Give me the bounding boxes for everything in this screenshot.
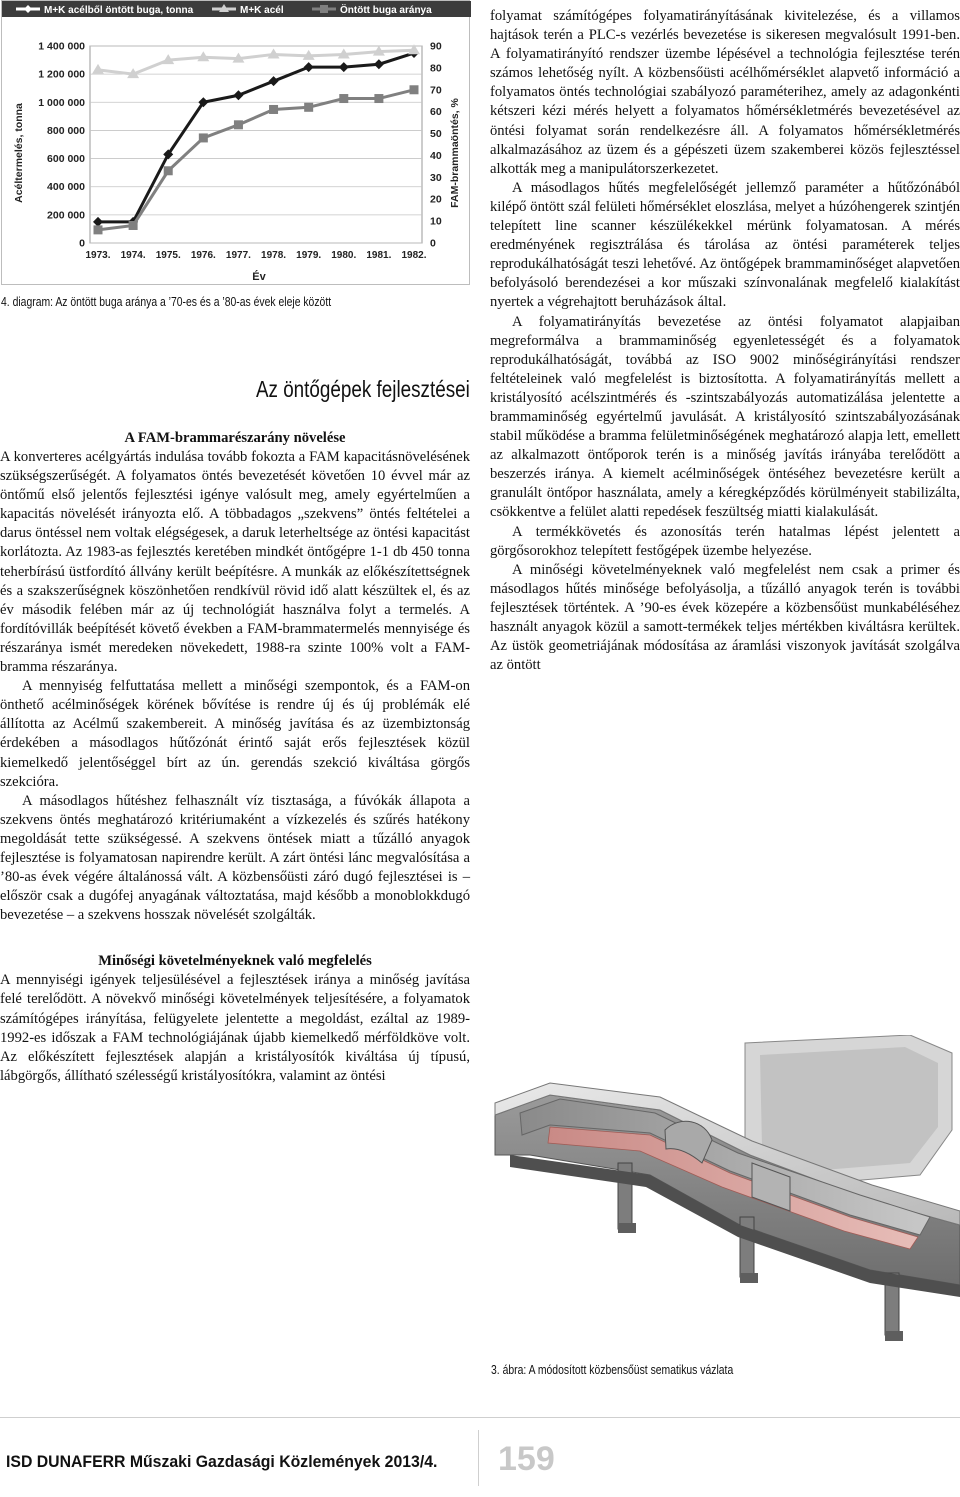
y-tick-label: 1 400 000 (38, 40, 85, 53)
data-point (129, 221, 138, 230)
data-point (269, 105, 278, 114)
data-point (374, 94, 383, 103)
section-title: Az öntőgépek fejlesztései (256, 376, 470, 402)
y2-tick-label: 20 (430, 193, 442, 206)
paragraph: A konverteres acélgyártás indulása tovább fokozta a FAM kapacitásnövelésének szükségszerűségét. A folyamatos öntés bevezetését követően 10 évvel már az öntőmű első jelentős fejlesztési igénye valósult meg, amely egyértelműen a kapacitás növelését irányozta elő. A többadagos „szekvens” öntés feltételei a darus öntéssel nem voltak elégségesek, a daruk leterheltsége az öntési kapacitást korlátozta. Az 1983-as fejlesztés keretében mindkét öntőgépre 1-1 db 450 tonna teherbírású üstfordító állvány került beépítésre. A munkák az előkészítettségnek és a szakszerűségnek köszönhetően rendkívül rövid idő alatt készültek el, és az év második felében már az új technológiát használva folyt a termelés. A fordítóvillák beépítését követő években a FAM-brammatermelés mennyisége és részaránya ismét meredeken növekedett, 1988-ra szinte 100% volt a FAM-bramma részaránya. (0, 449, 470, 676)
y-tick-label: 200 000 (47, 209, 85, 222)
figure-4-chart (1, 0, 470, 285)
x-tick-label: 1978. (261, 250, 287, 261)
chart-y2-label: FAM-brammaöntés, % (449, 98, 461, 208)
paragraph: A termékkövetés és azonosítás terén hatalmas lépést jelentett a görgősorokhoz telepített festőgépek üzembe helyezése. (490, 523, 960, 559)
data-point (339, 94, 348, 103)
paragraph: A mennyiségi igények teljesülésével a fejlesztések iránya a minőség javítása felé terelődött. A növekvő minőségi követelmények teljesítésére, a folyamatok számítógépes irányítása, felügyelete jelentette a megoldást, ezáltal az 1989-1992-es időszak a FAM technológiájának újabb kiemelkedő mérföldköve volt. Az előkészített fejlesztések alapján a kristályosítók kiváltása új típusú, lábgörgős, állítható szélességű kristályosítókra, valamint az öntési (0, 972, 470, 1084)
x-tick-label: 1974. (120, 250, 146, 261)
x-tick-label: 1979. (296, 250, 322, 261)
heading-fam-brammareszarany: A FAM-brammarészarány növelése (124, 430, 346, 446)
y2-tick-label: 0 (430, 237, 436, 250)
tundish-drawing (490, 1035, 960, 1360)
y2-tick-label: 60 (430, 106, 442, 119)
footer-rule (0, 1417, 960, 1418)
x-tick-label: 1976. (190, 250, 216, 261)
x-tick-label: 1981. (366, 250, 392, 261)
y-tick-label: 600 000 (47, 153, 85, 166)
x-tick-label: 1975. (155, 250, 181, 261)
figure-3-tundish-schematic (490, 1035, 960, 1360)
data-point (199, 133, 208, 142)
y-tick-label: 800 000 (47, 124, 85, 137)
chart-x-ticks (85, 250, 426, 261)
footer-publication: ISD DUNAFERR Műszaki Gazdasági Közlemények 2013/4. (6, 1452, 438, 1471)
y2-tick-label: 70 (430, 84, 442, 97)
y-tick-label: 0 (79, 237, 85, 250)
page-number: 159 (498, 1440, 555, 1478)
x-tick-label: 1980. (331, 250, 357, 261)
chart-x-label: Év (252, 271, 266, 283)
paragraph: A minőségi követelményeknek való megfelelést nem csak a primer és másodlagos hűtés minősége befolyásolja, a tűzálló anyagok terén is további fejlesztések történtek. A ’90-es évek közepére a közbensőüst munkabéléséhez használt anyagok közül a samott-termékek teljes mértékben kiváltásra kerültek. Az üstök geometriájának módosítása az áramlási viszonyok javítását szolgálva az öntött (490, 561, 960, 674)
y-tick-label: 400 000 (47, 181, 85, 194)
figure-3-caption: 3. ábra: A módosított közbensőüst sematikus vázlata (491, 1362, 734, 1377)
paragraph: A folyamatirányítás bevezetése az öntési folyamatot alapjaiban megreformálva a brammaminőség egyenletességét és a folyamatok reprodukálhatóságát, továbbá az ISO 9002 minőségirányítási rendszer feltételeinek való megfelelést is biztosította. A folyamatirányítás mellett a kristályosító acélszintmérés és -szintszabályozás automatizálása jelentette a brammaminőség egyértelmű javulását. A kristályosító szintszabályozásának stabil működése a bramma felületminőségének meghatározó alapja lett, emellett az alkalmazott öntőporok terén is a minőség javítás irányába terelődött a beszerzés iránya. A kiemelt acélminőségek öntéséhez bevezetésre került a granulált öntőpor használata, amely a kéregképződés körülményeit stabilizálta, csökkentve a felület alatti repedések feszültség miatti kialakulását. (490, 313, 960, 521)
chart-y-label: Acéltermelés, tonna (13, 103, 25, 203)
x-tick-label: 1982. (401, 250, 427, 261)
data-point (234, 120, 243, 129)
right-text-flow (490, 7, 960, 675)
data-point (164, 166, 173, 175)
left-text-flow (0, 429, 470, 1086)
x-tick-label: 1977. (225, 250, 251, 261)
paragraph: folyamat számítógépes folyamatirányításának kivitelezése, és a villamos hajtások terén a PLC-s vezérlés bevezetése is sikeresen megvalósult 1991-ben. A folyamatirányító rendszer üzembe lépésével a technológia fejlesztése terén számos lehetőség nyílt. A közbensőüsti acélhőmérséklet alapvető információ a folyamatos öntés technológiai szabályozó paraméterihez, amely az adagonkénti kétszeri kézi mérés helyett a folyamatos hőmérsékletmérés bevezetésével az öntési folyamat során rendelkezésre áll. A folyamatos hőmérsékletmérés alkalmazásához az üzem és a gépészeti üzem szakemberei közös fejlesztéssel alkották meg a manipulátorszerkezetet. (490, 8, 960, 177)
legend-label: Öntött buga aránya (340, 5, 432, 16)
paragraph: A másodlagos hűtés megfelelőségét jellemző paraméter a hűtőzónából kilépő öntött szál felületi hőmérséklet eloszlása, melyet a húzóhengerek szintjén telepített line scanner készülékekkel mérünk folyamatosan. A mérés eredményének regisztrálása és tárolása az öntési paraméterek teljes reprodukálhatóságát teszi lehetővé. Az öntőgépek brammaminőséget alapvetően befolyásoló berendezései a kor műszaki színvonalának megfelelő kialakítást nyertek a végrehajtott beruházások által. (490, 179, 960, 311)
chart-y2-ticks (430, 41, 442, 250)
figure-4-caption: 4. diagram: Az öntött buga aránya a ’70-es és a ’80-as évek eleje között (1, 294, 332, 309)
data-point (410, 85, 419, 94)
paragraph: A mennyiség felfuttatása mellett a minőségi szempontok, és a FAM-on önthető acélminőségek körének bővítése is rendre új és új problémák elé állította az Acélmű szakembereit. A minőség javítása és az üzembiztonság érdekében a másodlagos hűtőzónát érintő saját erős fejlesztések közül kiemelkedő jelentőséggel bírt az ún. gerendás szekció kiváltása görgős szekcióra. (0, 678, 470, 790)
chart-y-ticks (38, 41, 85, 250)
y2-tick-label: 80 (430, 62, 442, 75)
heading-minosegi-kovetelmenyek: Minőségi követelményeknek való megfelelés (98, 953, 372, 970)
y2-tick-label: 90 (430, 40, 442, 53)
y2-tick-label: 50 (430, 128, 442, 141)
y2-tick-label: 30 (430, 171, 442, 184)
x-tick-label: 1973. (85, 250, 111, 261)
data-point (94, 225, 103, 234)
data-point (304, 103, 313, 112)
y-tick-label: 1 200 000 (38, 68, 85, 81)
y-tick-label: 1 000 000 (38, 96, 85, 109)
paragraph: A másodlagos hűtéshez felhasznált víz tisztasága, a fúvókák állapota a szekvens öntés meghatározó kritériumaként a vízkezelés és szűrés hatékony megoldását tette szükségessé. A szekvens öntések miatt a tűzálló anyagok fejlesztése is folyamatosan napirendre került. A zárt öntési lánc megvalósítása a ’80-as évek végére általánossá vált. A közbensőüsti záró dugó fejlesztései is – először csak a dugófej anyagának változtatása, majd később a monoblokkdugó bevezetése – a szekvens hosszak növelését szolgálták. (0, 792, 470, 924)
chart-svg (2, 1, 471, 286)
legend-marker (320, 5, 328, 13)
chart-legend (2, 1, 471, 17)
y2-tick-label: 10 (430, 215, 442, 228)
legend-label: M+K acélből öntött buga, tonna (44, 5, 194, 16)
legend-label: M+K acél (240, 5, 284, 16)
footer-divider (478, 1430, 479, 1486)
y2-tick-label: 40 (430, 149, 442, 162)
